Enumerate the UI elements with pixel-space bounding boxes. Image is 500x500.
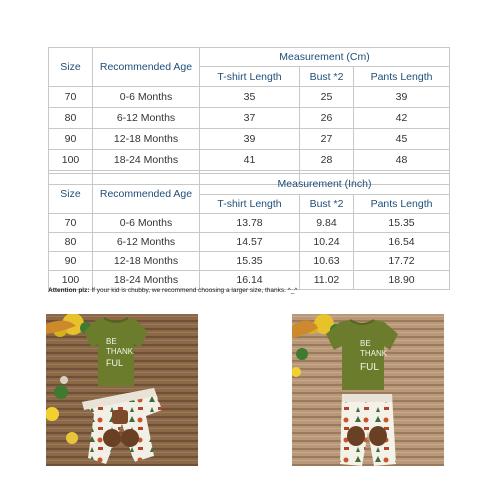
shirt-print-line2: THANK <box>106 347 134 356</box>
cell-size: 70 <box>49 214 93 233</box>
cell-pants-length: 39 <box>354 87 450 108</box>
header-size: Size <box>49 48 93 87</box>
table-row <box>49 252 450 271</box>
cell-size: 80 <box>49 108 93 129</box>
cell-age: 6-12 Months <box>93 108 200 129</box>
cell-pants-length: 48 <box>354 150 450 171</box>
header-measurement: Measurement (Inch) <box>200 174 450 195</box>
size-table-inch <box>48 173 450 290</box>
cell-age: 18-24 Months <box>93 150 200 171</box>
header-pants-length: Pants Length <box>354 195 450 214</box>
cell-age: 12-18 Months <box>93 252 200 271</box>
plant-decoration <box>54 385 68 399</box>
product-photo-right <box>292 314 444 466</box>
cell-bust: 28 <box>300 150 354 171</box>
cell-pants-length: 15.35 <box>354 214 450 233</box>
cell-pants-length: 17.72 <box>354 252 450 271</box>
cell-pants-length: 18.90 <box>354 271 450 290</box>
cell-pants-length: 42 <box>354 108 450 129</box>
cell-size: 70 <box>49 87 93 108</box>
cell-size: 90 <box>49 252 93 271</box>
header-recommended-age: Recommended Age <box>93 48 200 87</box>
cell-size: 100 <box>49 271 93 290</box>
header-tshirt-length: T-shirt Length <box>200 195 300 214</box>
cell-pants-length: 45 <box>354 129 450 150</box>
cell-tshirt-length: 13.78 <box>200 214 300 233</box>
shirt-print-line3: FUL <box>360 362 379 373</box>
table-row <box>49 233 450 252</box>
cell-bust: 9.84 <box>300 214 354 233</box>
cell-tshirt-length: 37 <box>200 108 300 129</box>
cell-age: 0-6 Months <box>93 87 200 108</box>
header-recommended-age: Recommended Age <box>93 174 200 214</box>
attention-text: If your kid is chubby, we recommend choosing a larger size, thanks. ^_^ <box>89 287 298 294</box>
cell-age: 12-18 Months <box>93 129 200 150</box>
product-photo-left <box>46 314 198 466</box>
cell-tshirt-length: 39 <box>200 129 300 150</box>
shirt-print-line1: BE <box>106 337 117 346</box>
header-bust: Bust *2 <box>300 195 354 214</box>
cell-bust: 27 <box>300 129 354 150</box>
cell-age: 0-6 Months <box>93 214 200 233</box>
attention-label: Attention plz: <box>48 287 90 294</box>
cell-bust: 26 <box>300 108 354 129</box>
table-row <box>49 214 450 233</box>
cell-bust: 10.24 <box>300 233 354 252</box>
plant-decoration <box>296 348 308 360</box>
size-table-cm <box>48 47 450 185</box>
cell-size: 80 <box>49 233 93 252</box>
shirt-print-line1: BE <box>360 339 371 348</box>
shirt-print-line3: FUL <box>106 358 124 368</box>
cell-bust: 11.02 <box>300 271 354 290</box>
table-row <box>49 150 450 171</box>
cell-bust: 25 <box>300 87 354 108</box>
cell-size: 100 <box>49 150 93 171</box>
header-tshirt-length: T-shirt Length <box>200 67 300 87</box>
header-pants-length: Pants Length <box>354 67 450 87</box>
cell-tshirt-length: 14.57 <box>200 233 300 252</box>
cell-tshirt-length: 16.14 <box>200 271 300 290</box>
table-row <box>49 108 450 129</box>
table-row <box>49 87 450 108</box>
cell-size: 90 <box>49 129 93 150</box>
cell-tshirt-length: 15.35 <box>200 252 300 271</box>
cell-tshirt-length: 35 <box>200 87 300 108</box>
shirt-print-line2: THANK <box>360 349 388 358</box>
cell-age: 6-12 Months <box>93 233 200 252</box>
header-measurement: Measurement (Cm) <box>200 48 450 67</box>
cell-tshirt-length: 41 <box>200 150 300 171</box>
cell-bust: 10.63 <box>300 252 354 271</box>
header-bust: Bust *2 <box>300 67 354 87</box>
table-row <box>49 129 450 150</box>
cell-pants-length: 16.54 <box>354 233 450 252</box>
cell-age: 18-24 Months <box>93 271 200 290</box>
header-size: Size <box>49 174 93 214</box>
attention-note <box>48 287 468 294</box>
